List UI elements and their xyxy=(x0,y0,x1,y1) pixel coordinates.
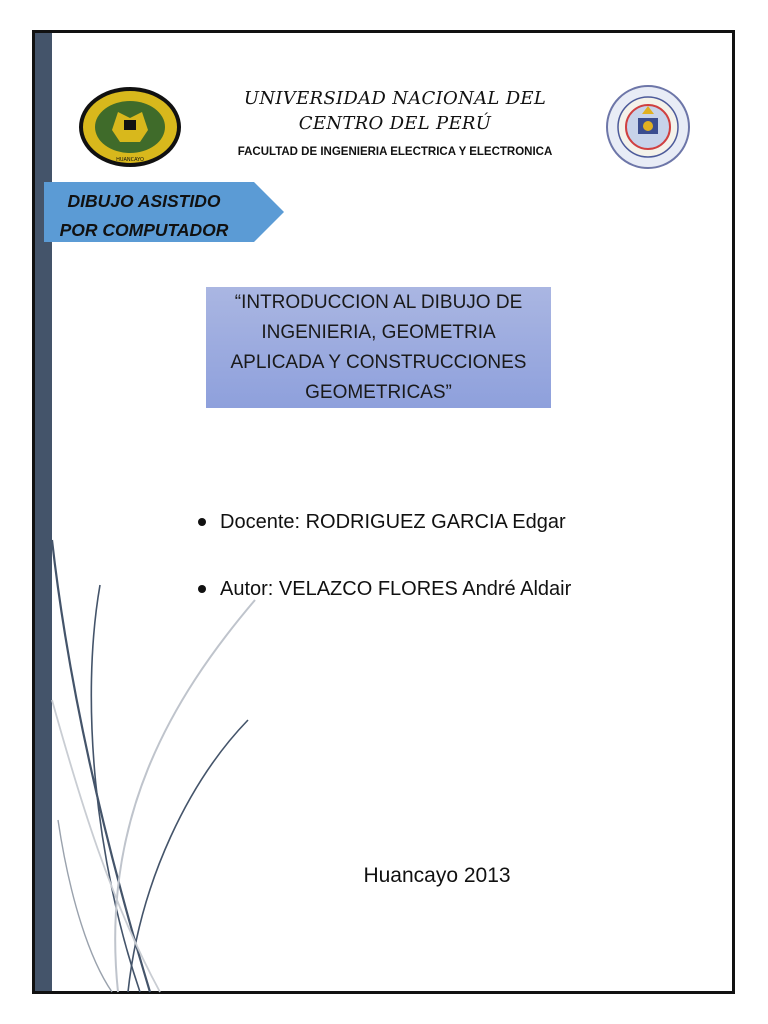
bullet-icon xyxy=(198,518,206,526)
document-title-box xyxy=(206,287,551,408)
faculty-seal xyxy=(602,84,694,170)
document-title: “INTRODUCCION AL DIBUJO DE INGENIERIA, GEOMETRIA APLICADA Y CONSTRUCCIONES GEOMETRICAS” xyxy=(230,291,527,403)
list-item-docente xyxy=(194,505,714,539)
course-label xyxy=(44,187,244,245)
place-and-year: Huancayo 2013 xyxy=(363,864,511,887)
course-label-line1: DIBUJO ASISTIDO xyxy=(67,191,221,211)
autor-text: Autor: VELAZCO FLORES André Aldair xyxy=(220,577,572,600)
faculty-name: FACULTAD DE INGENIERIA ELECTRICA Y ELECTRONICA xyxy=(237,146,553,158)
course-label-line2: POR COMPUTADOR xyxy=(59,220,229,240)
course-banner xyxy=(44,182,284,242)
university-seal xyxy=(78,86,182,168)
bullet-icon xyxy=(198,585,206,593)
people-list xyxy=(194,505,714,639)
docente-text: Docente: RODRIGUEZ GARCIA Edgar xyxy=(220,510,566,533)
list-item-autor xyxy=(194,572,714,606)
svg-text:HUANCAYO: HUANCAYO xyxy=(116,157,144,163)
university-name: UNIVERSIDAD NACIONAL DEL CENTRO DEL PERÚ xyxy=(243,88,547,134)
